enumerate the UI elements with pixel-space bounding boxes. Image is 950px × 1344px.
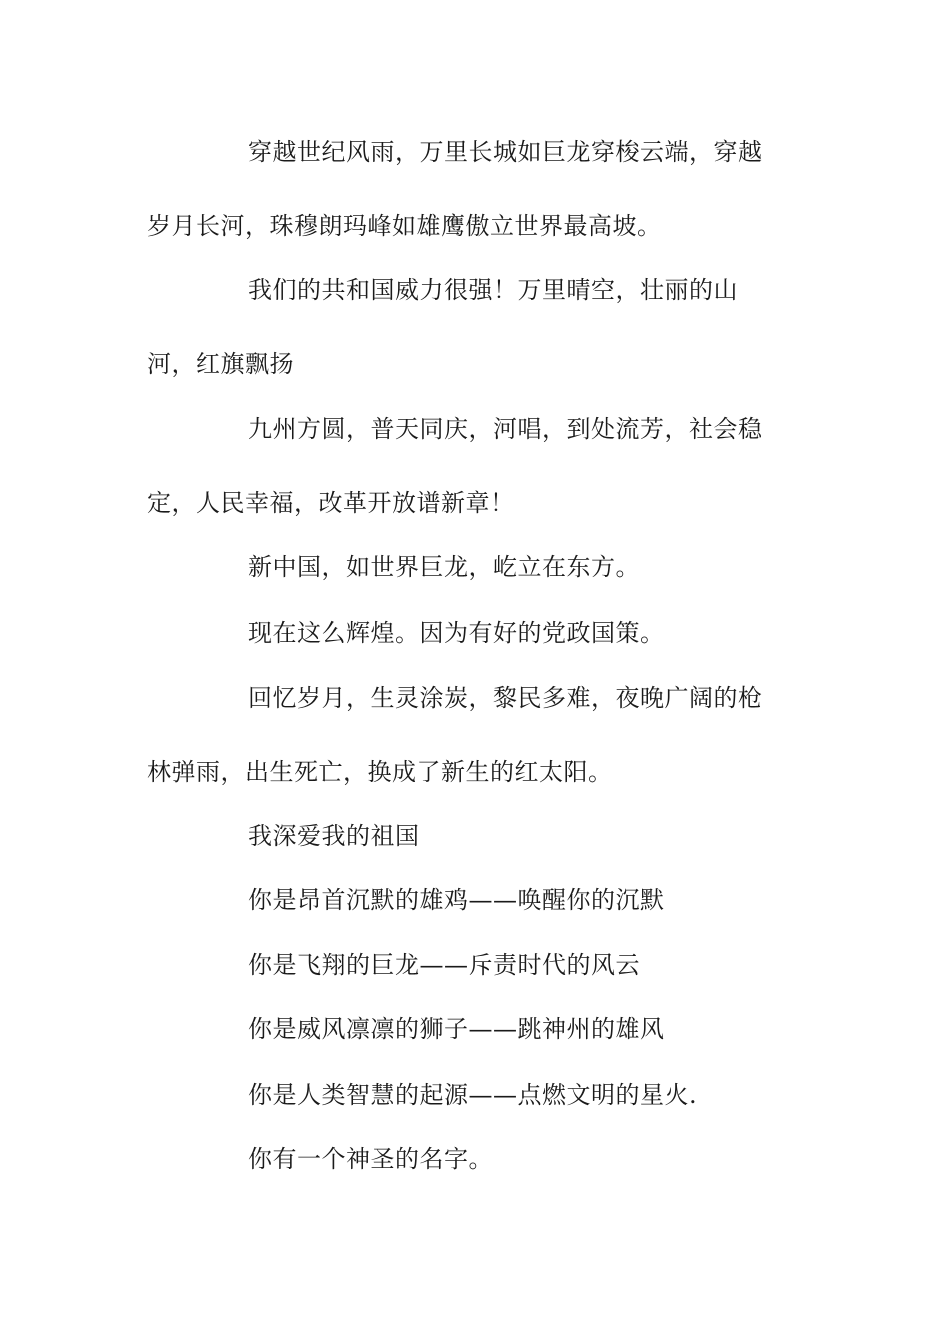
poem-line-3: 你是飞翔的巨龙——斥责时代的风云 <box>248 951 640 979</box>
poem-line-2: 你是昂首沉默的雄鸡——唤醒你的沉默 <box>248 886 665 914</box>
paragraph-1-line-2: 岁月长河，珠穆朗玛峰如雄鹰傲立世界最高坡。 <box>147 212 662 240</box>
paragraph-6-line-1: 回忆岁月，生灵涂炭，黎民多难，夜晚广阔的枪 <box>248 684 763 712</box>
paragraph-5: 现在这么辉煌。因为有好的党政国策。 <box>248 619 665 647</box>
paragraph-2-line-2: 河，红旗飘扬 <box>147 350 294 378</box>
paragraph-3-line-1: 九州方圆，普天同庆，河唱，到处流芳，社会稳 <box>248 415 763 443</box>
paragraph-6-line-2: 林弹雨，出生死亡，换成了新生的红太阳。 <box>147 758 613 786</box>
poem-line-6: 你有一个神圣的名字。 <box>248 1145 493 1173</box>
poem-line-4: 你是威风凛凛的狮子——跳神州的雄风 <box>248 1015 665 1043</box>
paragraph-3-line-2: 定，人民幸福，改革开放谱新章！ <box>147 489 515 517</box>
poem-line-1: 我深爱我的祖国 <box>248 822 420 850</box>
poem-line-5: 你是人类智慧的起源——点燃文明的星火. <box>248 1081 698 1109</box>
paragraph-1-line-1: 穿越世纪风雨，万里长城如巨龙穿梭云端，穿越 <box>248 138 763 166</box>
paragraph-4: 新中国，如世界巨龙，屹立在东方。 <box>248 553 640 581</box>
paragraph-2-line-1: 我们的共和国威力很强！万里晴空，壮丽的山 <box>248 276 738 304</box>
